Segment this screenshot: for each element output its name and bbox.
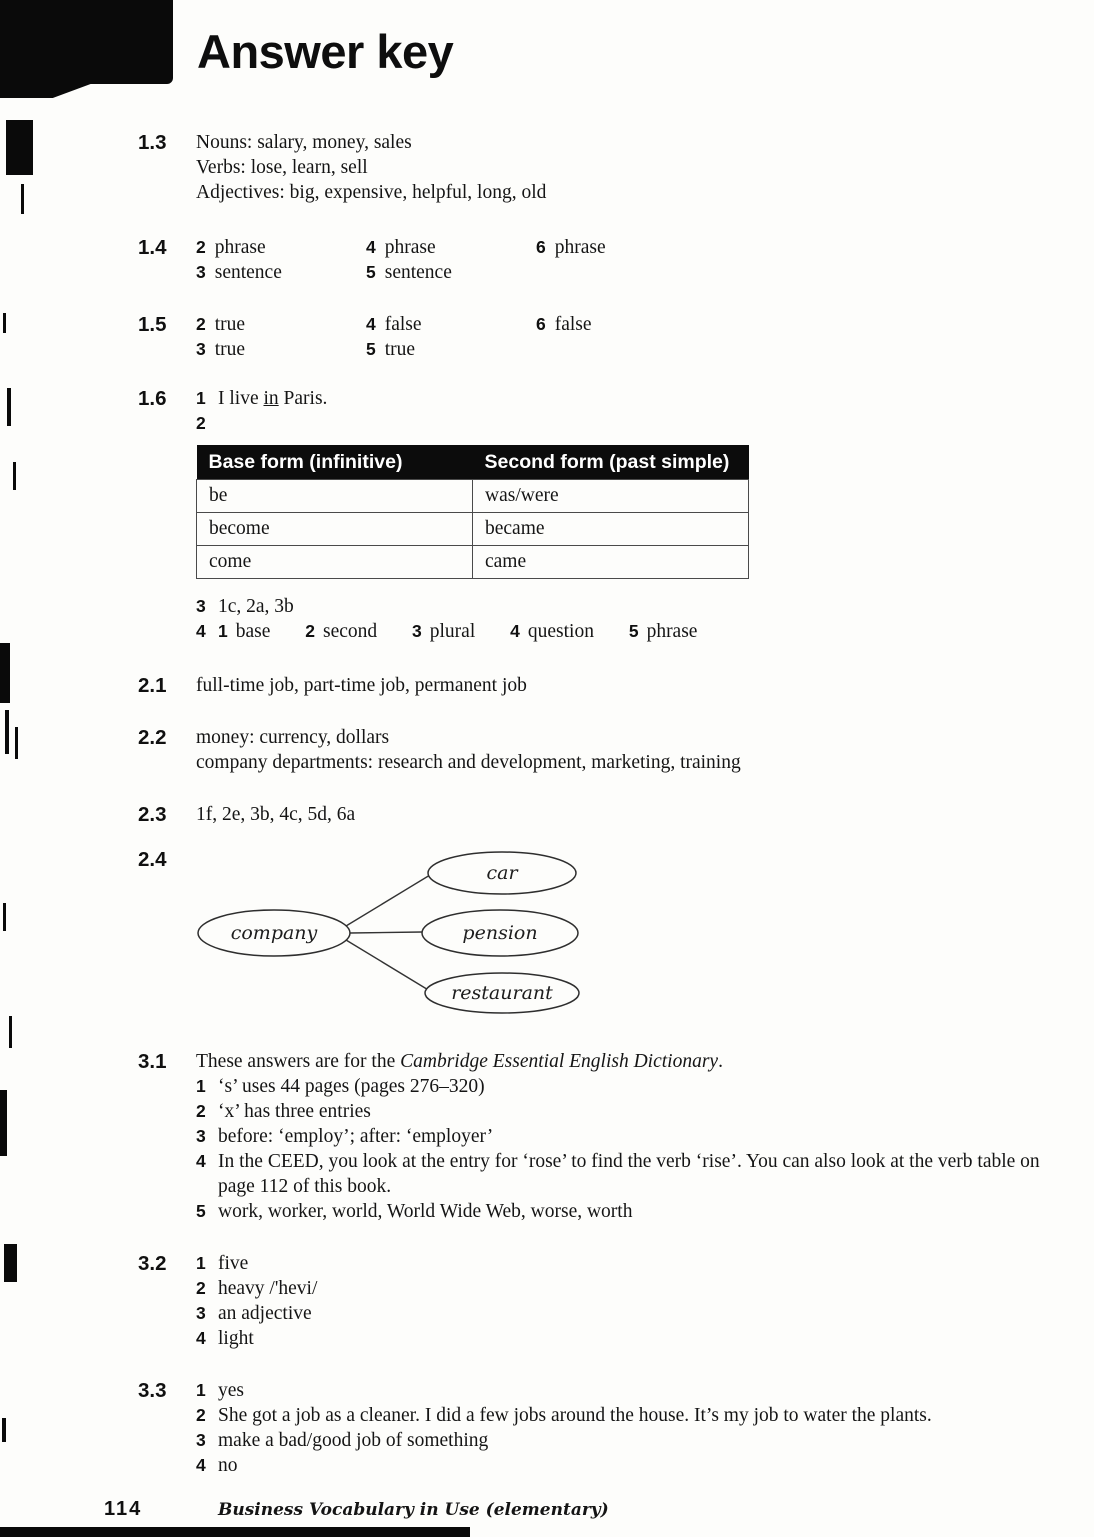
table-header-base-form: Base form (infinitive) <box>197 445 473 480</box>
answer-number: 2 <box>196 1405 206 1425</box>
answer-row <box>196 337 1046 362</box>
answer-item <box>366 235 536 260</box>
page-title: Answer key <box>197 25 454 78</box>
section-3-3 <box>0 1378 1094 1478</box>
section-2-3 <box>0 802 1094 827</box>
answer-item <box>196 1251 1046 1276</box>
answer-number: 5 <box>366 339 376 359</box>
answer-line: 1f, 2e, 3b, 4c, 5d, 6a <box>196 804 356 825</box>
answer-text: phrase <box>554 237 606 258</box>
answer-number: 1 <box>196 1380 206 1400</box>
answer-text: sentence <box>214 262 282 283</box>
answer-text: before: ‘employ’; after: ‘employer’ <box>218 1126 494 1147</box>
answer-number: 4 <box>366 237 376 257</box>
answer-item <box>366 337 536 362</box>
answer-number: 1 <box>196 1253 206 1273</box>
answer-line: Nouns: salary, money, sales <box>196 132 412 153</box>
table-cell: came <box>473 546 749 579</box>
table-row <box>197 513 749 546</box>
section-3-2 <box>0 1251 1094 1351</box>
answer-number: 3 <box>196 1303 206 1323</box>
section-2-4 <box>0 847 1094 1021</box>
section-1-5 <box>0 312 1094 362</box>
scan-corner-black-block <box>0 0 173 84</box>
answer-line: Verbs: lose, learn, sell <box>196 157 368 178</box>
answer-item <box>196 1378 1046 1403</box>
answer-text: ‘s’ uses 44 pages (pages 276–320) <box>218 1076 485 1097</box>
answer-number: 5 <box>366 262 376 282</box>
page-number: 114 <box>104 1498 143 1520</box>
answer-text: true <box>384 339 416 360</box>
diagram-connector-line <box>346 875 430 926</box>
answer-number: 3 <box>196 1430 206 1450</box>
answer-number: 2 <box>196 1101 206 1121</box>
scan-bottom-black-strip <box>0 1527 470 1537</box>
answer-row <box>196 312 1046 337</box>
section-number: 2.4 <box>138 848 167 871</box>
answer-number: 3 <box>196 596 206 616</box>
sub-answer: 2 second <box>305 621 378 642</box>
answer-item <box>196 1428 1046 1453</box>
answer-number: 3 <box>196 262 206 282</box>
answer-item <box>196 1199 1046 1224</box>
table-header-second-form: Second form (past simple) <box>473 445 749 480</box>
answer-item <box>196 619 1046 644</box>
answer-row <box>196 260 1046 285</box>
answer-text: heavy /'hevi/ <box>218 1278 318 1299</box>
answer-text: false <box>384 314 422 335</box>
answer-text: an adjective <box>218 1303 312 1324</box>
dictionary-title: Cambridge Essential English Dictionary <box>400 1051 719 1072</box>
section-number: 1.3 <box>138 131 167 154</box>
answer-line: Adjectives: big, expensive, helpful, long, old <box>196 182 547 203</box>
table-row <box>197 480 749 513</box>
answer-text: make a bad/good job of something <box>218 1430 489 1451</box>
answer-text: true <box>214 314 246 335</box>
answer-item <box>196 1124 1046 1149</box>
answer-text: five <box>218 1253 249 1274</box>
section-number: 3.1 <box>138 1050 167 1073</box>
answer-number: 4 <box>366 314 376 334</box>
intro-line: These answers are for the Cambridge Essential English Dictionary. <box>196 1051 723 1072</box>
table-cell: be <box>197 480 473 513</box>
diagram-connector-line <box>346 940 430 991</box>
diagram-connector-line <box>350 932 422 933</box>
page-footer <box>104 1497 609 1523</box>
answer-number: 2 <box>196 413 206 433</box>
answer-text: light <box>218 1328 254 1349</box>
answer-item <box>196 312 366 337</box>
section-3-1 <box>0 1049 1094 1224</box>
answer-text: phrase <box>214 237 266 258</box>
answer-item <box>196 1099 1046 1124</box>
sub-answer: 1 base <box>218 621 271 642</box>
answer-key-content <box>0 130 1094 1478</box>
answer-item <box>196 1326 1046 1351</box>
sub-answer: 5 phrase <box>628 621 698 642</box>
section-1-6 <box>0 386 1094 644</box>
table-cell: come <box>197 546 473 579</box>
section-2-1 <box>0 673 1094 698</box>
answer-text: true <box>214 339 246 360</box>
answer-item <box>196 1276 1046 1301</box>
answer-number: 3 <box>196 1126 206 1146</box>
answer-row <box>196 235 1046 260</box>
answer-number: 4 <box>196 1455 206 1475</box>
answer-number: 3 <box>196 339 206 359</box>
answer-item <box>366 260 536 285</box>
section-number: 2.1 <box>138 674 167 697</box>
answer-line: money: currency, dollars <box>196 727 390 748</box>
section-1-4 <box>0 235 1094 285</box>
answer-item <box>536 235 706 260</box>
footer-book-title: Business Vocabulary in Use (elementary) <box>218 1500 609 1520</box>
answer-item <box>196 411 1046 436</box>
scan-corner-black-block-tail <box>0 82 96 98</box>
diagram-node-label-pension: pension <box>462 922 538 944</box>
section-number: 3.2 <box>138 1252 167 1275</box>
section-number: 3.3 <box>138 1379 167 1402</box>
answer-text: work, worker, world, World Wide Web, worse, worth <box>218 1201 633 1222</box>
answer-text: 1c, 2a, 3b <box>218 596 294 617</box>
answer-text: She got a job as a cleaner. I did a few jobs around the house. It’s my job to water the plants. <box>218 1405 932 1426</box>
section-2-2 <box>0 725 1094 775</box>
answer-item <box>196 594 1046 619</box>
answer-text: ‘x’ has three entries <box>218 1101 371 1122</box>
answer-number: 1 <box>196 1076 206 1096</box>
answer-text: yes <box>218 1380 244 1401</box>
answer-item <box>196 1149 1046 1199</box>
answer-item <box>536 312 706 337</box>
table-cell: became <box>473 513 749 546</box>
word-map-diagram <box>196 849 636 1021</box>
answer-line: company departments: research and development, marketing, training <box>196 752 741 773</box>
answer-number: 2 <box>196 237 206 257</box>
section-number: 1.6 <box>138 387 167 410</box>
answer-item <box>196 337 366 362</box>
answer-item <box>366 312 536 337</box>
answer-number: 6 <box>536 237 546 257</box>
section-number: 1.4 <box>138 236 167 259</box>
answer-item <box>196 1453 1046 1478</box>
sub-answer: 4 question <box>510 621 594 642</box>
section-number: 1.5 <box>138 313 167 336</box>
answer-number: 4 <box>196 621 206 641</box>
diagram-node-label-car: car <box>486 862 518 884</box>
table-cell: become <box>197 513 473 546</box>
table-row <box>197 546 749 579</box>
answer-line: full-time job, part-time job, permanent job <box>196 675 527 696</box>
section-1-3 <box>0 130 1094 205</box>
answer-item <box>196 260 366 285</box>
underlined-word: in <box>263 388 279 409</box>
answer-text: phrase <box>384 237 436 258</box>
diagram-node-label-restaurant: restaurant <box>451 982 553 1004</box>
answer-text: false <box>554 314 592 335</box>
answer-item <box>196 235 366 260</box>
answer-number: 6 <box>536 314 546 334</box>
answer-text: I live in Paris. <box>218 388 328 409</box>
answer-text: no <box>218 1455 238 1476</box>
section-number: 2.3 <box>138 803 167 826</box>
answer-number: 1 <box>196 388 206 408</box>
answer-number: 2 <box>196 1278 206 1298</box>
table-cell: was/were <box>473 480 749 513</box>
answer-text: In the CEED, you look at the entry for ‘rose’ to find the verb ‘rise’. You can also look at the verb table on page 112 of this book. <box>218 1151 1040 1197</box>
answer-item <box>196 1074 1046 1099</box>
answer-text: sentence <box>384 262 452 283</box>
answer-item <box>196 1301 1046 1326</box>
answer-number: 4 <box>196 1328 206 1348</box>
sub-answer: 3 plural <box>412 621 476 642</box>
answer-number: 2 <box>196 314 206 334</box>
answer-item <box>196 386 1046 411</box>
answer-number: 4 <box>196 1151 206 1171</box>
diagram-node-label-company: company <box>230 922 318 944</box>
answer-number: 5 <box>196 1201 206 1221</box>
section-number: 2.2 <box>138 726 167 749</box>
verb-forms-table <box>196 445 749 579</box>
answer-item <box>196 1403 1046 1428</box>
answer-text <box>218 619 1046 644</box>
table-header-row <box>197 445 749 480</box>
